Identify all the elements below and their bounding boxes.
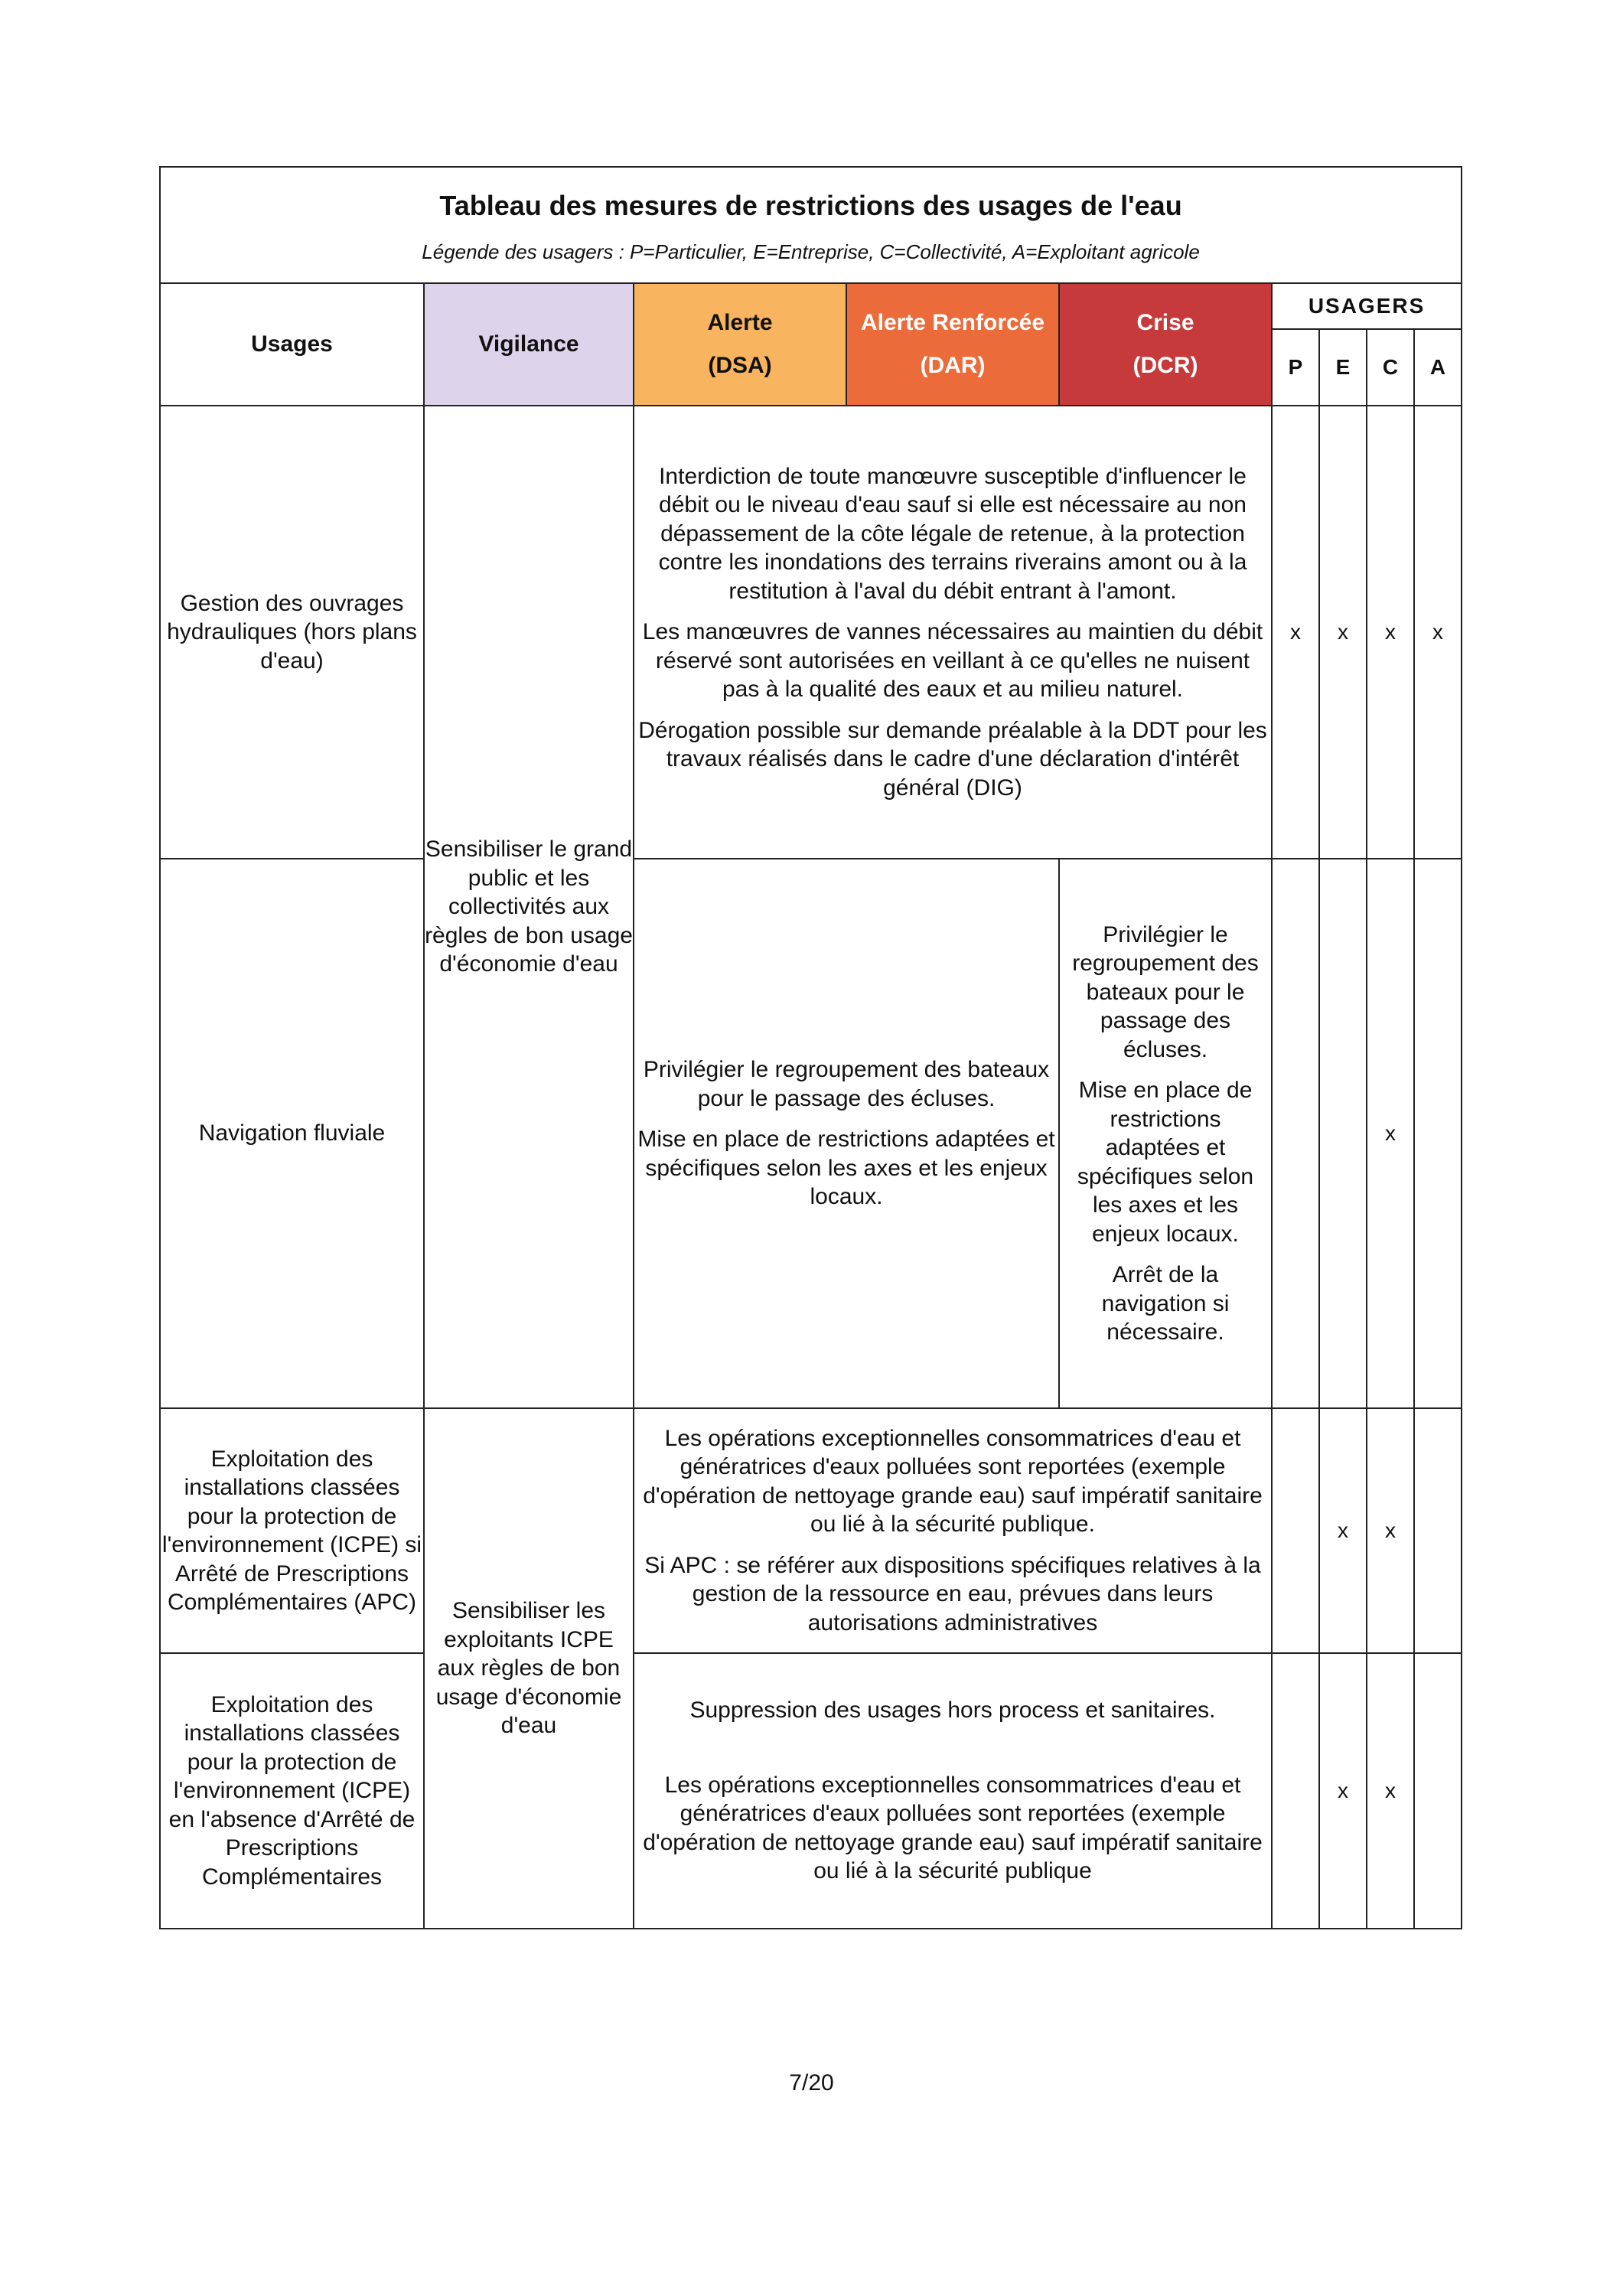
usager-mark-e: x xyxy=(1319,406,1367,859)
usager-mark-e xyxy=(1319,859,1367,1408)
usager-mark-a: x xyxy=(1414,406,1462,859)
crise-name: Crise xyxy=(1136,309,1194,335)
measure-text: Les opérations exceptionnelles consommatrices d'eau et génératrices d'eaux polluées sont reportées (exemple d'opération de nettoyage grande eau) sauf impératif sanitaire ou lié à la sécurité publique xyxy=(643,1772,1263,1884)
usager-mark-e: x xyxy=(1319,1408,1367,1653)
usager-mark-c: x xyxy=(1367,1653,1414,1929)
usager-mark-c: x xyxy=(1367,406,1414,859)
usager-mark-p: x xyxy=(1272,406,1319,859)
vigilance-icpe: Sensibiliser les exploitants ICPE aux règles de bon usage d'économie d'eau xyxy=(424,1408,634,1929)
usage-icpe-sans-apc: Exploitation des installations classées pour la protection de l'environnement (ICPE) en l'absence d'Arrêté de Prescriptions Complémentaires xyxy=(160,1653,424,1929)
measure-text: Si APC : se référer aux dispositions spécifiques relatives à la gestion de la ressource en eau, prévues dans leurs autorisations administratives xyxy=(644,1552,1261,1636)
measure-text: Privilégier le regroupement des bateaux pour le passage des écluses. xyxy=(643,1057,1050,1111)
usager-mark-p xyxy=(1272,1653,1319,1929)
measures-icpe-apc xyxy=(634,1408,1272,1653)
measure-text: Les opérations exceptionnelles consommatrices d'eau et génératrices d'eaux polluées sont reportées (exemple d'opération de nettoyage grande eau) sauf impératif sanitaire ou lié à la sécurité publique. xyxy=(643,1425,1263,1538)
usager-mark-a xyxy=(1414,1408,1462,1653)
usage-icpe-apc: Exploitation des installations classées pour la protection de l'environnement (ICPE) si Arrêté de Prescriptions Complémentaires (APC) xyxy=(160,1408,424,1653)
table-row xyxy=(160,1653,1462,1929)
measure-text: Suppression des usages hors process et sanitaires. xyxy=(689,1698,1216,1724)
measures-navigation-crise xyxy=(1059,859,1272,1408)
crise-code: (DCR) xyxy=(1133,353,1198,379)
header-crise xyxy=(1059,283,1272,406)
usager-mark-e: x xyxy=(1319,1653,1367,1929)
restrictions-table xyxy=(159,166,1462,1929)
table-title: Tableau des mesures de restrictions des usages de l'eau xyxy=(439,189,1182,221)
measure-text: Les manœuvres de vannes nécessaires au maintien du débit réservé sont autorisées en veillant à ce qu'elles ne nuisent pas à la qualité des eaux et au milieu naturel. xyxy=(642,619,1263,703)
header-usagers: USAGERS xyxy=(1272,283,1462,329)
usage-navigation: Navigation fluviale xyxy=(160,859,424,1408)
measures-navigation-alerte xyxy=(634,859,1059,1408)
measure-text: Mise en place de restrictions adaptées et spécifiques selon les axes et les enjeux locaux. xyxy=(1077,1078,1254,1247)
usage-gestion: Gestion des ouvrages hydrauliques (hors plans d'eau) xyxy=(160,406,424,859)
header-letter-p: P xyxy=(1272,329,1319,406)
measures-icpe-sans-apc xyxy=(634,1653,1272,1929)
alerte-renforcee-name: Alerte Renforcée xyxy=(860,309,1045,335)
usager-mark-p xyxy=(1272,1408,1319,1653)
usager-mark-p xyxy=(1272,859,1319,1408)
measures-gestion xyxy=(634,406,1272,859)
header-alerte-renforcee xyxy=(846,283,1059,406)
alerte-code: (DSA) xyxy=(708,353,772,379)
table-row xyxy=(160,406,1462,859)
header-alerte xyxy=(634,283,846,406)
usager-mark-c: x xyxy=(1367,859,1414,1408)
usager-mark-c: x xyxy=(1367,1408,1414,1653)
measure-text: Mise en place de restrictions adaptées et spécifiques selon les axes et les enjeux locaux. xyxy=(637,1127,1055,1210)
usager-mark-a xyxy=(1414,859,1462,1408)
alerte-name: Alerte xyxy=(707,309,773,335)
users-legend: Légende des usagers : P=Particulier, E=Entreprise, C=Collectivité, A=Exploitant agricole xyxy=(422,240,1200,263)
measure-text: Privilégier le regroupement des bateaux pour le passage des écluses. xyxy=(1072,921,1259,1062)
vigilance-grand-public: Sensibiliser le grand public et les collectivités aux règles de bon usage d'économie d'eau xyxy=(424,406,634,1408)
table-row xyxy=(160,1408,1462,1653)
page-number: 7/20 xyxy=(789,2070,834,2095)
measure-text: Dérogation possible sur demande préalable à la DDT pour les travaux réalisés dans le cadre d'une déclaration d'intérêt général (DIG) xyxy=(638,717,1267,801)
alerte-renforcee-code: (DAR) xyxy=(920,353,986,379)
measure-text: Arrêt de la navigation si nécessaire. xyxy=(1101,1262,1230,1345)
table-row xyxy=(160,859,1462,1408)
measure-text: Interdiction de toute manœuvre susceptible d'influencer le débit ou le niveau d'eau sauf si elle est nécessaire au non dépassement de la côte légale de retenue, à la protection contre les inondations des terrains riverains amont ou à la restitution à l'aval du débit entrant à l'amont. xyxy=(658,463,1247,604)
title-block xyxy=(160,167,1462,283)
header-letter-c: C xyxy=(1367,329,1414,406)
usager-mark-a xyxy=(1414,1653,1462,1929)
header-vigilance: Vigilance xyxy=(424,283,634,406)
header-letter-a: A xyxy=(1414,329,1462,406)
header-letter-e: E xyxy=(1319,329,1367,406)
header-usages: Usages xyxy=(160,283,424,406)
